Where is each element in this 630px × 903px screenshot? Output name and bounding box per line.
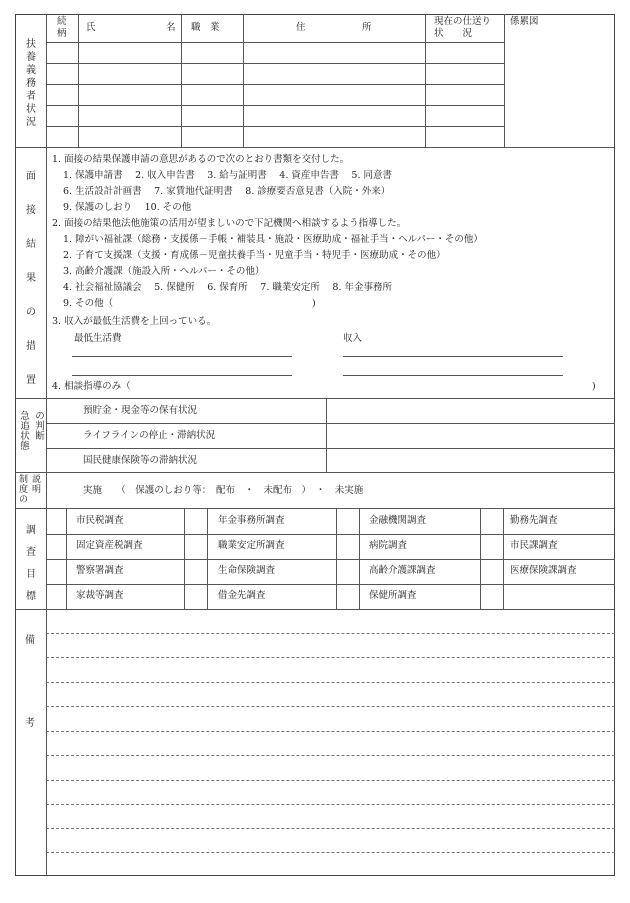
invest-item: 年金事務所調査 — [218, 515, 285, 526]
investigation-title: 調 査 目 標 — [26, 525, 36, 602]
measure-agency-2: 2. 子育て支援課（支援・育成係－児童扶養手当・児童手当・特児手・医療助成・その他） — [63, 250, 446, 261]
invest-item: 借金先調査 — [218, 590, 266, 601]
measure-item-4: 4. 相談指導のみ（ — [52, 381, 131, 392]
measure-item-3: 3. 収入が最低生活費を上回っている。 — [52, 316, 217, 327]
income-line-1 — [343, 356, 563, 357]
title-column-divider — [46, 14, 47, 876]
measure-docs-row-2: 6. 生活設計計画書 7. 家賃地代証明書 8. 診療要否意見書（入院・外来） — [63, 186, 391, 197]
urgent-row-savings: 預貯金・現金等の保有状況 — [83, 405, 198, 416]
divider-urgent-explain — [15, 472, 615, 473]
header-address-2: 所 — [362, 22, 372, 33]
measure-item-4-close: ) — [592, 381, 596, 392]
remarks-line — [46, 706, 615, 707]
header-relation: 続柄 — [57, 16, 67, 39]
measure-item-2: 2. 面接の結果他法他施策の活用が望ましいので下記機関へ相談するよう指導した。 — [52, 218, 407, 229]
divider-invest-remarks — [15, 609, 615, 610]
measure-docs-row-1: 1. 保護申請書 2. 収入申告書 3. 給与証明書 4. 資産申告書 5. 同意書 — [63, 170, 392, 181]
min-living-label: 最低生活費 — [74, 333, 122, 344]
explain-title-col-2: 制度の — [18, 475, 28, 505]
remarks-line — [46, 828, 615, 829]
invest-item: 病院調査 — [369, 540, 408, 551]
income-line-2 — [343, 375, 563, 376]
invest-item: 勤務先調査 — [510, 515, 558, 526]
urgent-title-col-2: 急追状態 — [20, 411, 30, 452]
invest-item: 固定資産税調査 — [76, 540, 143, 551]
remarks-line — [46, 657, 615, 658]
invest-item: 市民課調査 — [510, 540, 558, 551]
header-remittance-1: 現在の仕送り — [434, 16, 492, 27]
remarks-title-2: 考 — [25, 718, 35, 729]
invest-item: 金融機関調査 — [369, 515, 427, 526]
invest-item: 保健所調査 — [369, 590, 417, 601]
invest-item: 家裁等調査 — [76, 590, 124, 601]
remarks-line — [46, 682, 615, 683]
divider-explain-invest — [15, 508, 615, 509]
income-label: 収入 — [343, 333, 363, 344]
support-title: 扶 養 義 務 者 状 況 — [26, 39, 36, 128]
remarks-line — [46, 852, 615, 853]
remarks-line — [46, 731, 615, 732]
min-living-line-2 — [72, 375, 292, 376]
urgent-row-lifeline: ライフラインの停止・滞納状況 — [83, 430, 216, 441]
min-living-line-1 — [72, 356, 292, 357]
header-job: 職 業 — [191, 22, 220, 33]
form-frame — [15, 14, 615, 876]
invest-item: 警察署調査 — [76, 565, 124, 576]
header-name-2: 名 — [166, 22, 176, 33]
measures-title: 面 接 結 果 の 措 置 — [26, 171, 36, 386]
measure-item-1: 1. 面接の結果保護申請の意思があるので次のとおり書類を交付した。 — [52, 154, 350, 165]
remarks-line — [46, 804, 615, 805]
measure-agency-1: 1. 障がい福祉課（総務・支援係－手帳・補装具・施設・医療助成・福祉手当・ヘルパー・その他） — [63, 234, 483, 245]
header-remittance-2: 状 況 — [434, 28, 473, 39]
invest-item: 生命保険調査 — [218, 565, 276, 576]
invest-item: 医療保険課調査 — [510, 565, 577, 576]
urgent-title-col-1: の判断 — [35, 411, 45, 442]
explain-title-col-1: 説明 — [31, 475, 41, 495]
measure-docs-row-3: 9. 保護のしおり 10. その他 — [63, 202, 192, 213]
remarks-line — [46, 780, 615, 781]
divider-support-measures — [15, 147, 615, 148]
measure-agency-4: 4. 社会福祉協議会 5. 保健所 6. 保育所 7. 職業安定所 8. 年金事務所 — [63, 282, 392, 293]
header-name-1: 氏 — [86, 22, 96, 33]
remarks-line — [46, 755, 615, 756]
invest-item: 市民税調査 — [76, 515, 124, 526]
invest-item: 職業安定所調査 — [218, 540, 285, 551]
measure-agency-3: 3. 高齢介護課（施設入所・ヘルパー・その他） — [63, 266, 265, 277]
measure-agency-other: 9. その他（ — [63, 298, 114, 309]
header-address-1: 住 — [296, 22, 306, 33]
divider-measures-urgent — [15, 398, 615, 399]
invest-item: 高齢介護課調査 — [369, 565, 436, 576]
urgent-row-insurance: 国民健康保険等の滞納状況 — [83, 455, 198, 466]
measure-agency-other-close: ) — [312, 298, 316, 309]
header-family-tree: 係累図 — [510, 16, 539, 27]
remarks-line — [46, 633, 615, 634]
remarks-title-1: 備 — [25, 635, 35, 646]
explain-text: 実施 （ 保護のしおり等： 配布 ・ 未配布 ） ・ 未実施 — [83, 485, 364, 496]
